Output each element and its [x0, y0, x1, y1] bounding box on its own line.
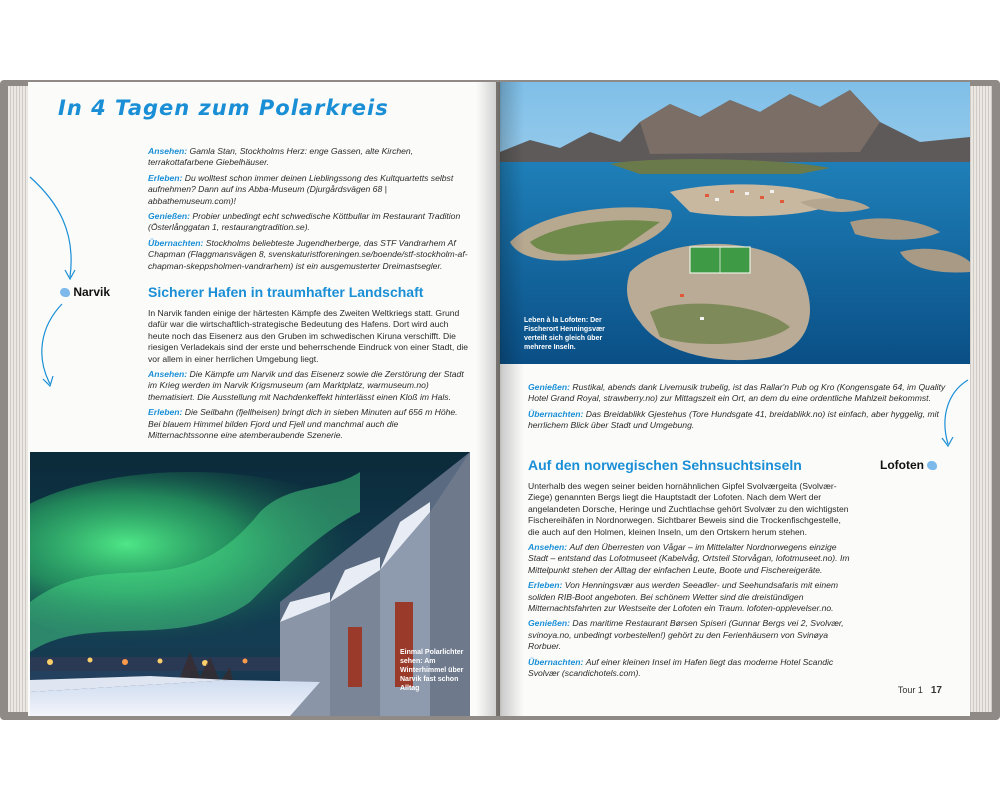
page-edges-right	[970, 86, 992, 712]
ansehen-text: Auf den Überresten von Vågar – im Mittelalter Nordnorwegens einzige Stadt – entstand das Lofotmuseet (Kabelvåg, Ortsteil Storvågan, lofotmuseet.no). Im Mittelpunkt stehen der Alltag der einfachen Leute, Boote und Fischereigeräte.	[528, 542, 850, 575]
geniessen-label: Genießen:	[528, 618, 571, 629]
page-edges-left	[8, 86, 28, 712]
footer-tour-label: Tour 1	[897, 685, 923, 695]
uebernachten-text: Stockholms beliebteste Jugendherberge, das STF Vandrarhem Af Chapman (Flaggmansvägen 8, svenskaturistforeningen.se/boende/stf-stockholm-af-chapman-skeppsholmen-vandrarhem) ist ein ausgemusterter Dreimastsegler.	[148, 237, 468, 271]
stockholm-info	[148, 146, 468, 276]
page-number: 17	[930, 685, 942, 696]
ansehen-label: Ansehen:	[528, 542, 568, 553]
ansehen-text: Die Kämpfe um Narvik und das Eisenerz sowie die Zerstörung der Stadt im Krieg werden im Narvik Krigsmuseum (am Marktplatz, warmuseum.no) thematisiert. Die Ausstellung mit Nachdenkeffekt hinterlässt einen Kloß im Hals.	[148, 369, 464, 402]
geniessen-text: Rustikal, abends dank Livemusik trubelig, ist das Rallar'n Pub og Kro (Kongensgate 64, im Quality Hotel Grand Royal, strawberry.no) zur Mittagszeit ein Ort, an dem du eine ordentliche Mahlzeit bekommst.	[528, 382, 946, 404]
section-heading-lofoten: Auf den norwegischen Sehnsuchtsinseln	[528, 457, 802, 473]
ansehen-label: Ansehen:	[148, 369, 188, 380]
uebernachten-text: Auf einer kleinen Insel im Hafen liegt das moderne Hotel Scandic Svolvær (scandichotels.com).	[528, 656, 834, 679]
uebernachten-text: Das Breidablikk Gjestehus (Tore Hundsgate 41, breidablikk.no) ist einfach, aber hyggelig, mit herrlichem Blick über Stadt und Umgebung.	[528, 408, 939, 431]
right-page	[500, 82, 970, 716]
henningsvaer-photo	[500, 82, 970, 364]
lofoten-intro: Unterhalb des wegen seiner beiden hornähnlichen Gipfel Svolværgeita (Svolvær-Ziege) genannten Bergs liegt die Hauptstadt der Lofoten. Nach dem Wert der angelandeten Dorsche, Heringe und Zuchtlachse gehört Svolvær zu den wichtigsten Fischereihäfen in Nordnorwegen. Sichtbarer Beweis sind die Trockenfischgestelle, die auch auf den Holmen, kleinen Inseln, um den Ortskern herum stehen.	[528, 481, 849, 537]
geniessen-label: Genießen:	[148, 211, 191, 222]
marker-blob-icon	[927, 461, 937, 470]
henningsvaer-photo-caption: Leben à la Lofoten: Der Fischerort Henningsvær verteilt sich gleich über mehrere Inseln.	[524, 317, 605, 351]
erleben-label: Erleben:	[148, 407, 183, 418]
lofoten-info	[528, 481, 850, 684]
geniessen-text: Das maritime Restaurant Børsen Spiseri (Gunnar Bergs vei 2, Svolvær, svinoya.no, unbedingt vorbestellen!) gehört zu den Ferienhäusern von Svinøya Rorbuer.	[528, 618, 844, 652]
ansehen-text: Gamla Stan, Stockholms Herz: enge Gassen, alte Kirchen, terrakottafarbene Giebelhäuser.	[148, 146, 414, 168]
uebernachten-label: Übernachten:	[148, 237, 204, 248]
erleben-label: Erleben:	[148, 172, 183, 183]
aurora-photo-caption: Einmal Polarlichter sehen: Am Winterhimmel über Narvik fast schon Alltag	[400, 649, 464, 692]
marker-blob-icon	[60, 288, 70, 297]
erleben-text: Von Henningsvær aus werden Seeadler- und Seehundsafaris mit einem soliden RIB-Boot angeboten. Bei schönem Wetter sind die dreistündigen Mitternachtsfahrten zur Westseite der Lofoten ein Traum. lofoten-opplevelser.no.	[528, 580, 839, 614]
aurora-photo	[30, 452, 470, 716]
left-page	[28, 82, 496, 716]
erleben-text: Die Seilbahn (fjellheisen) bringt dich in sieben Minuten auf 656 m Höhe. Bei blauem Himmel bilden Fjord und Fjell und manchmal auch die Mitternachtssonne eine atemberaubende Szenerie.	[148, 407, 458, 441]
geniessen-text: Probier unbedingt echt schwedische Köttbullar im Restaurant Tradition (Österlånggatan 1, restaurangtradition.se).	[148, 211, 461, 233]
section-heading-narvik: Sicherer Hafen in traumhafter Landschaft	[148, 284, 424, 300]
location-marker-narvik: Narvik	[60, 285, 110, 299]
erleben-label: Erleben:	[528, 580, 563, 591]
uebernachten-label: Übernachten:	[528, 656, 584, 667]
route-arrow-right	[920, 372, 970, 452]
location-marker-lofoten: Lofoten	[880, 458, 937, 472]
narvik-info-continued	[528, 382, 958, 436]
page-title: In 4 Tagen zum Polarkreis	[58, 96, 389, 120]
uebernachten-label: Übernachten:	[528, 408, 584, 419]
page-footer	[898, 685, 942, 696]
narvik-intro: In Narvik fanden einige der härtesten Kämpfe des Zweiten Weltkriegs statt. Grund dafür war die wirtschaftlich-strategische Bedeutung des Hafens. Dort wird auch heute noch das Eisenerz aus den Gruben im schwedischen Kiruna verschifft. Die riesigen Verladekais sind der erste und beherrschende Eindruck von einer Stadt, die vor allem in einer herrlichen Umgebung liegt.	[148, 308, 469, 364]
ansehen-label: Ansehen:	[148, 146, 188, 156]
erleben-text: Du wolltest schon immer deinen Lieblingssong des Kultquartetts selbst aufnehmen? Dann auf ins Abba-Museum (Djurgårdsvägen 68 | abbathemuseum.com)!	[148, 172, 454, 206]
geniessen-label: Genießen:	[528, 382, 571, 392]
narvik-info	[148, 308, 470, 445]
